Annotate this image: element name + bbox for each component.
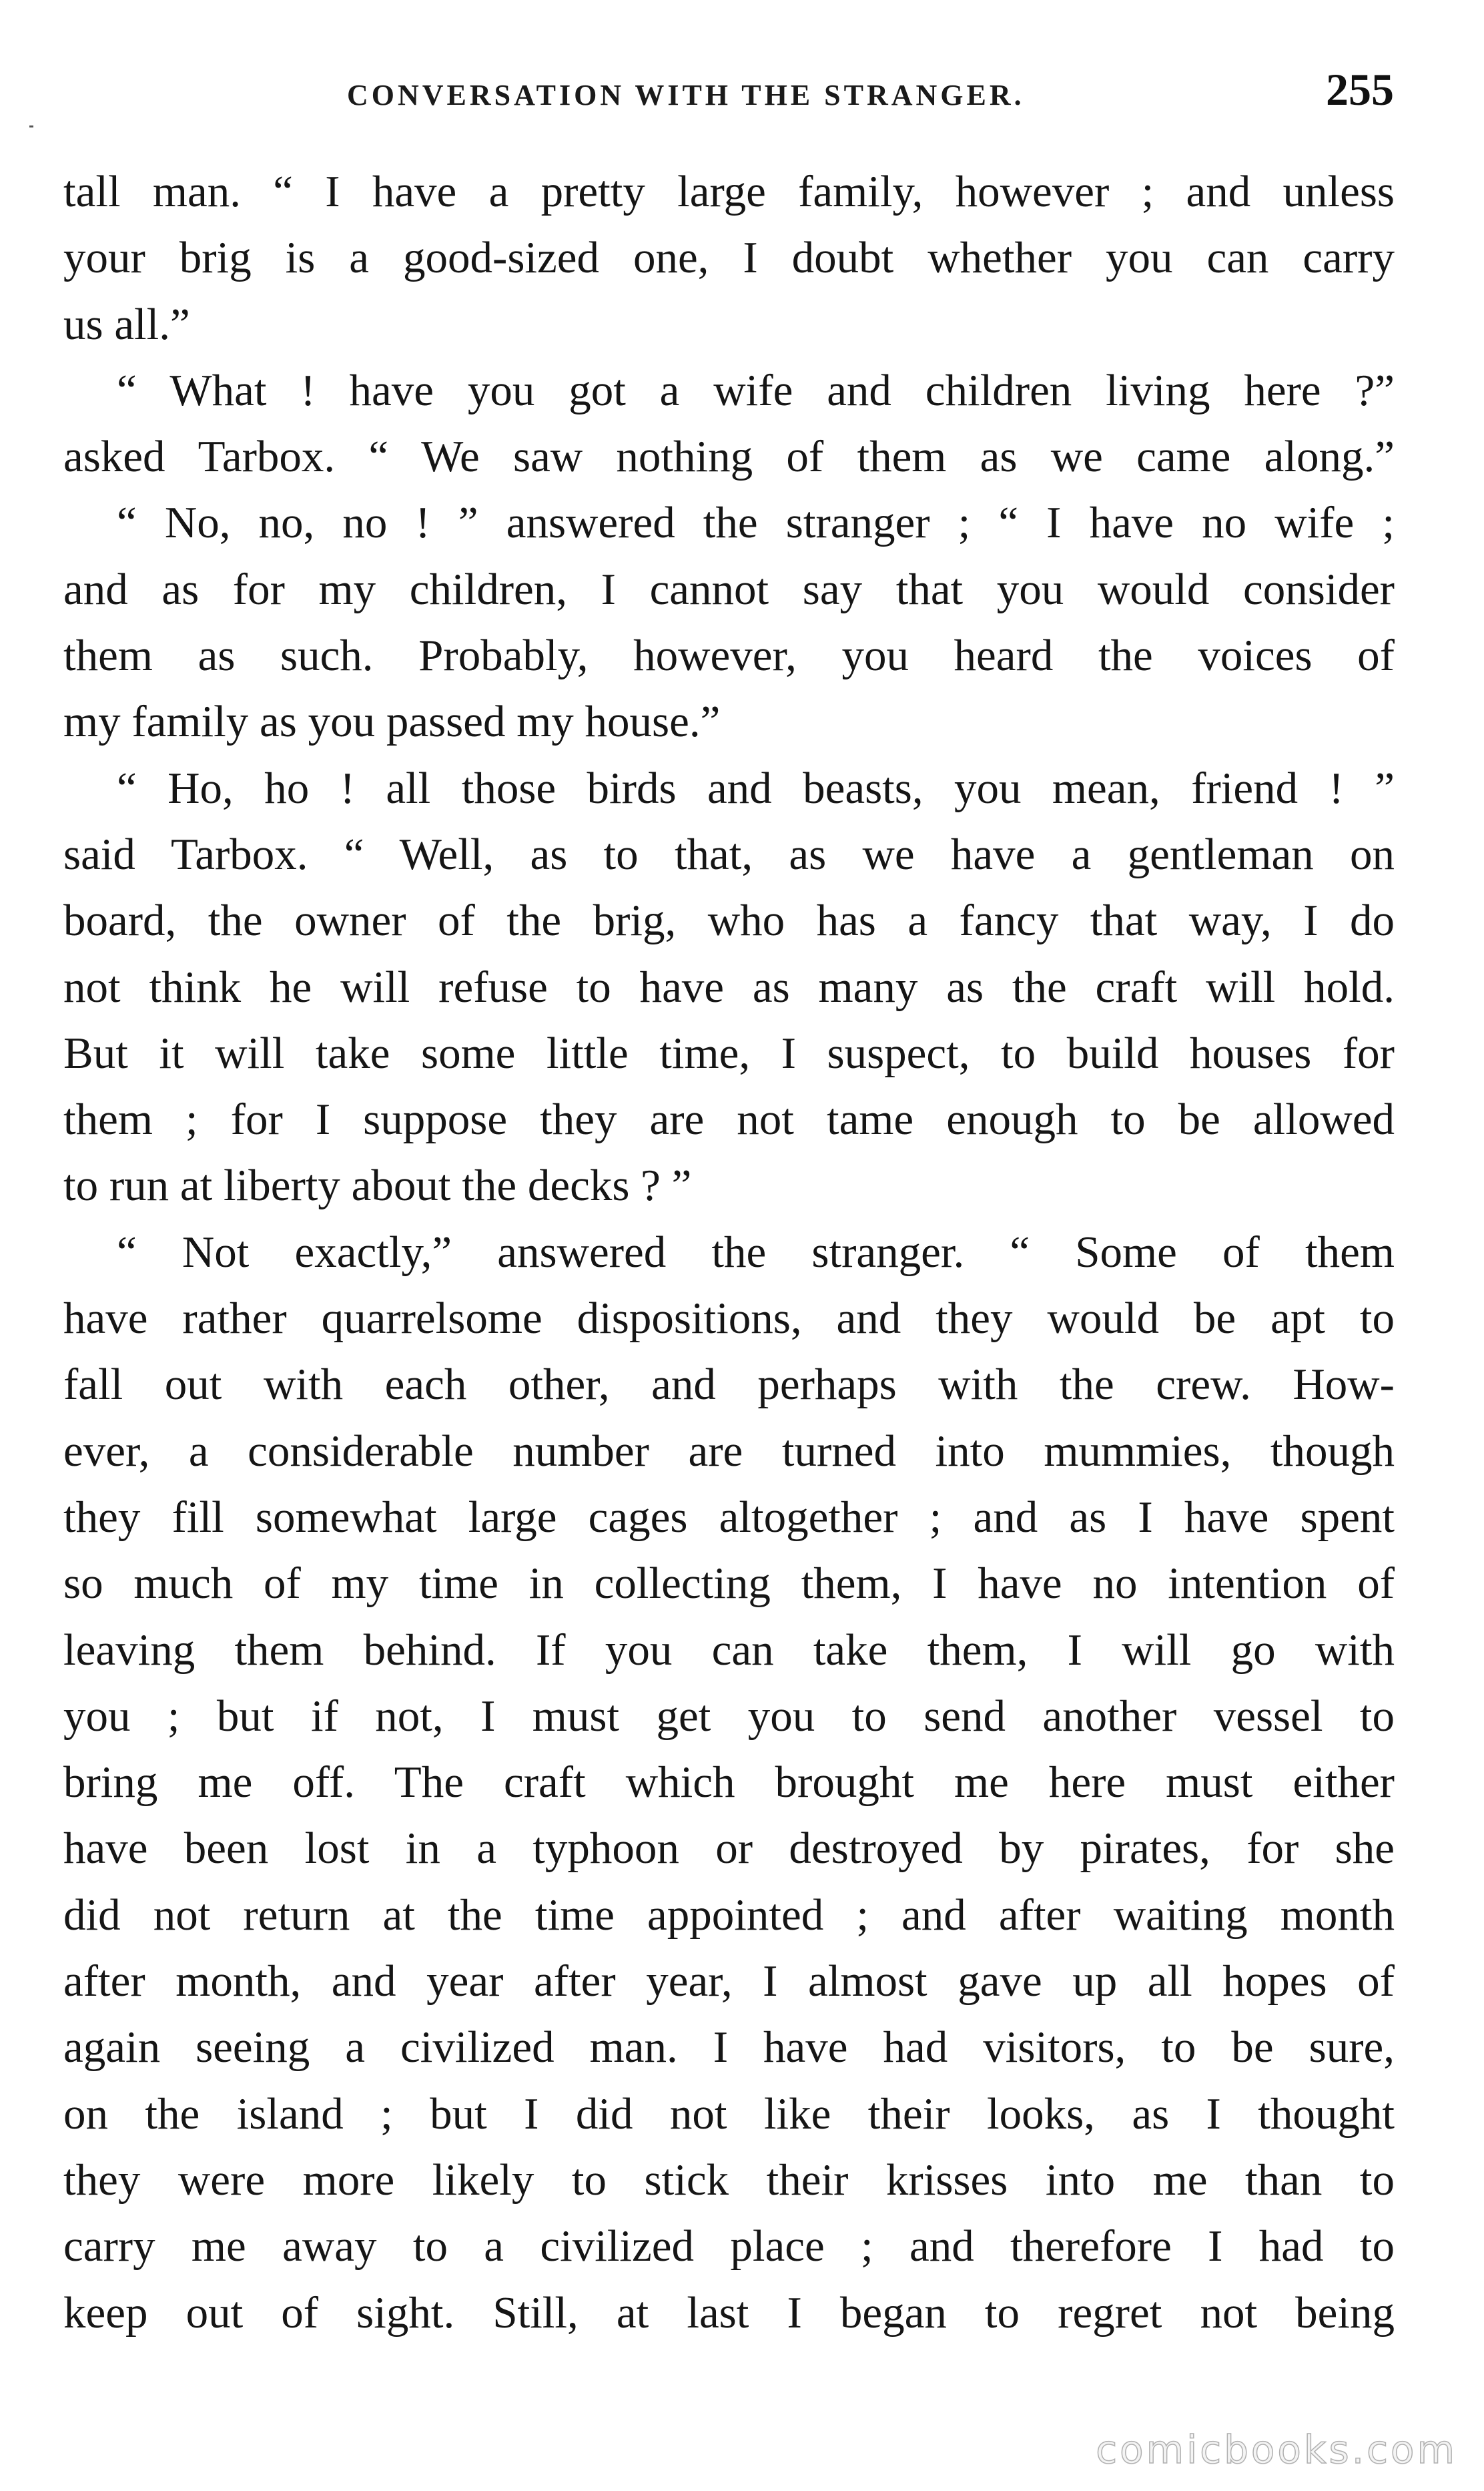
text-line: not think he will refuse to have as many as the craft will hold. [63,962,1395,1012]
site-watermark: comicbooks.com [1096,2427,1457,2472]
text-line: “ What ! have you got a wife and children living here ?” [117,365,1395,415]
text-line: us all.” [63,299,190,349]
text-line: and as for my children, I cannot say that you would consider [63,564,1395,614]
text-line: after month, and year after year, I almost gave up all hopes of [63,1956,1395,2006]
text-line: fall out with each other, and perhaps with the crew. How- [63,1360,1395,1410]
running-title: CONVERSATION WITH THE STRANGER. [347,79,1025,111]
text-line: leaving them behind. If you can take them, I will go with [63,1625,1395,1675]
text-line: “ Ho, ho ! all those birds and beasts, you mean, friend ! ” [117,763,1395,813]
text-line: on the island ; but I did not like their looks, as I thought [63,2089,1395,2139]
text-line: “ No, no, no ! ” answered the stranger ; “ I have no wife ; [117,498,1395,548]
text-line: bring me off. The craft which brought me here must either [63,1757,1395,1808]
text-line: did not return at the time appointed ; and after waiting month [63,1890,1395,1940]
text-line: so much of my time in collecting them, I have no intention of [63,1559,1395,1609]
page-number: 255 [1326,64,1394,115]
text-line: ever, a considerable number are turned into mummies, though [63,1426,1395,1476]
text-line: said Tarbox. “ Well, as to that, as we have a gentleman on [63,829,1395,879]
text-line: keep out of sight. Still, at last I began to regret not being [63,2287,1395,2337]
text-line: they were more likely to stick their krisses into me than to [63,2155,1395,2205]
text-line: carry me away to a civilized place ; and therefore I had to [63,2221,1395,2271]
text-line: But it will take some little time, I suspect, to build houses for [63,1028,1395,1078]
text-line: to run at liberty about the decks ? ” [63,1161,692,1211]
text-line: you ; but if not, I must get you to send another vessel to [63,1691,1395,1741]
text-line: have been lost in a typhoon or destroyed by pirates, for she [63,1824,1395,1874]
text-line: asked Tarbox. “ We saw nothing of them as we came along.” [63,432,1395,482]
text-line: them as such. Probably, however, you heard the voices of [63,631,1395,681]
text-line: “ Not exactly,” answered the stranger. “ Some of them [117,1227,1395,1277]
text-line: board, the owner of the brig, who has a fancy that way, I do [63,896,1395,946]
body-text [63,159,1395,2346]
text-line: your brig is a good-sized one, I doubt whether you can carry [63,233,1395,283]
text-line: again seeing a civilized man. I have had visitors, to be sure, [63,2022,1395,2072]
text-line: they fill somewhat large cages altogether ; and as I have spent [63,1492,1395,1542]
running-head [0,63,1484,123]
text-line: them ; for I suppose they are not tame enough to be allowed [63,1095,1395,1145]
text-line: my family as you passed my house.” [63,697,721,747]
text-line: tall man. “ I have a pretty large family, however ; and unless [63,167,1395,216]
text-line: have rather quarrelsome dispositions, and they would be apt to [63,1294,1395,1344]
margin-mark [29,125,33,127]
